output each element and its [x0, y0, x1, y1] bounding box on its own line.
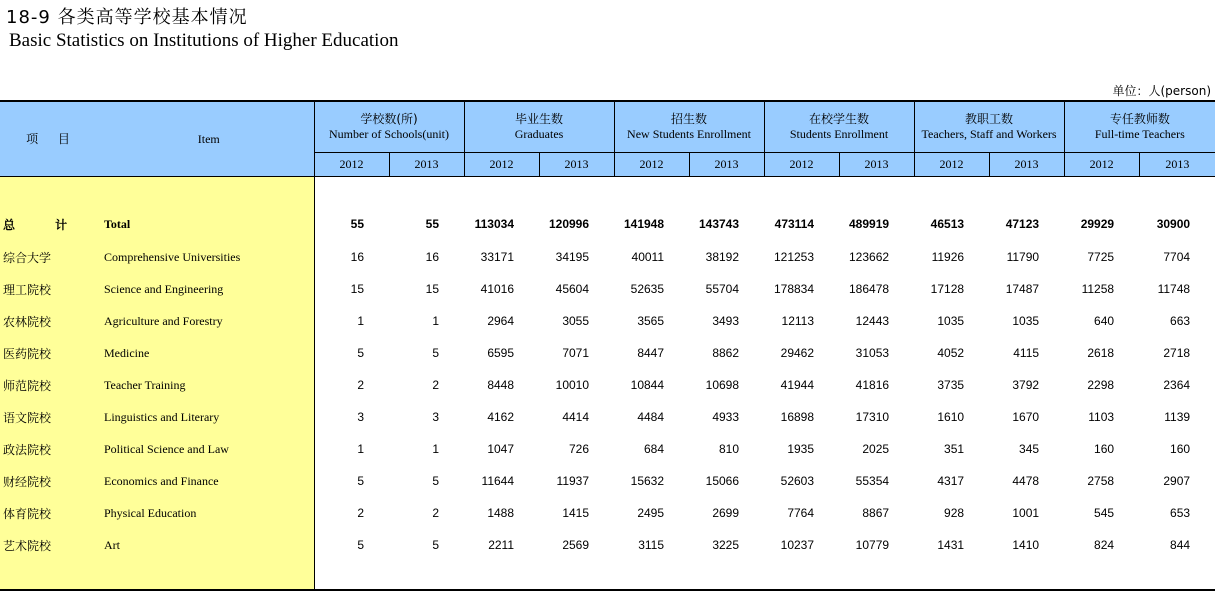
table-cell: 2364	[1163, 378, 1191, 392]
year-header-2012: 2012	[314, 153, 389, 177]
table-cell: 824	[1094, 538, 1115, 552]
table-cell: 7725	[1087, 250, 1115, 264]
table-cell: 1488	[487, 506, 515, 520]
table-cell: 640	[1094, 314, 1115, 328]
row-label-en: Comprehensive Universities	[104, 241, 314, 273]
table-cell: 3565	[637, 314, 665, 328]
table-cell: 3	[357, 410, 364, 424]
item-header-en: Item	[104, 101, 314, 177]
table-cell: 2	[357, 378, 364, 392]
table-cell: 16	[425, 250, 440, 264]
table-cell: 15066	[705, 474, 740, 488]
year-header-2013: 2013	[539, 153, 614, 177]
table-cell: 5	[357, 538, 364, 552]
page-title-cn: 18-9 各类高等学校基本情况	[6, 7, 248, 28]
row-label-en: Medicine	[104, 337, 314, 369]
table-cell: 5	[432, 538, 440, 552]
group-header-new-students: 招生数 New Students Enrollment	[614, 101, 764, 153]
table-cell: 1	[357, 442, 364, 456]
table-cell: 16	[350, 250, 364, 264]
table-cell: 55354	[855, 474, 890, 488]
row-label-en: Economics and Finance	[104, 465, 314, 497]
table-cell: 684	[643, 442, 665, 456]
table-cell: 5	[432, 474, 440, 488]
table-cell: 2298	[1087, 378, 1115, 392]
table-cell: 52603	[780, 474, 815, 488]
table-cell: 2495	[637, 506, 665, 520]
table-cell: 17310	[855, 410, 890, 424]
year-header-2012: 2012	[1064, 153, 1139, 177]
table-cell: 34195	[555, 250, 590, 264]
table-cell: 1035	[937, 314, 965, 328]
table-cell: 55704	[705, 282, 740, 296]
table-cell: 45604	[555, 282, 590, 296]
table-cell: 1	[432, 314, 440, 328]
table-cell: 4115	[1013, 346, 1040, 360]
table-cell: 47123	[1005, 217, 1040, 231]
table-row	[0, 497, 1215, 529]
table-cell: 4933	[712, 410, 740, 424]
table-cell: 726	[568, 442, 590, 456]
table-cell: 1410	[1012, 538, 1040, 552]
row-label-cn: 总 计	[0, 207, 104, 241]
year-header-2013: 2013	[1139, 153, 1215, 177]
group-header-staff: 教职工数 Teachers, Staff and Workers	[914, 101, 1064, 153]
table-cell: 141948	[623, 217, 665, 231]
row-label-en: Physical Education	[104, 497, 314, 529]
table-cell: 160	[1170, 442, 1191, 456]
total-row	[0, 207, 1215, 241]
table-cell: 123662	[849, 250, 890, 264]
table-cell: 41016	[480, 282, 515, 296]
group-header-schools: 学校数(所) Number of Schools(unit)	[314, 101, 464, 153]
table-cell: 17487	[1005, 282, 1040, 296]
table-cell: 1	[357, 314, 364, 328]
table-cell: 4162	[487, 410, 515, 424]
table-cell: 2569	[562, 538, 590, 552]
table-cell: 6595	[487, 346, 515, 360]
row-label-en: Political Science and Law	[104, 433, 314, 465]
table-cell: 4317	[937, 474, 965, 488]
table-cell: 2964	[487, 314, 515, 328]
table-cell: 160	[1094, 442, 1115, 456]
year-header-2013: 2013	[839, 153, 914, 177]
table-cell: 663	[1170, 314, 1191, 328]
table-cell: 3792	[1012, 378, 1040, 392]
table-cell: 38192	[705, 250, 740, 264]
table-cell: 1670	[1012, 410, 1040, 424]
table-cell: 5	[357, 346, 364, 360]
row-label-en: Science and Engineering	[104, 273, 314, 305]
table-cell: 121253	[773, 250, 815, 264]
table-cell: 10779	[855, 538, 890, 552]
table-cell: 31053	[855, 346, 890, 360]
year-header-2013: 2013	[389, 153, 464, 177]
table-cell: 29462	[780, 346, 815, 360]
table-cell: 15	[350, 282, 364, 296]
row-label-cn: 体育院校	[0, 497, 104, 529]
row-label-en: Agriculture and Forestry	[104, 305, 314, 337]
table-cell: 7071	[562, 346, 590, 360]
row-label-cn: 理工院校	[0, 273, 104, 305]
table-cell: 30900	[1156, 217, 1191, 231]
year-header-2012: 2012	[464, 153, 539, 177]
table-cell: 186478	[849, 282, 890, 296]
table-row	[0, 305, 1215, 337]
row-label-en: Linguistics and Literary	[104, 401, 314, 433]
table-cell: 4478	[1012, 474, 1040, 488]
table-cell: 3225	[712, 538, 740, 552]
row-label-cn: 综合大学	[0, 241, 104, 273]
table-cell: 5	[357, 474, 364, 488]
table-cell: 15632	[630, 474, 665, 488]
row-label-cn: 师范院校	[0, 369, 104, 401]
table-cell: 3115	[638, 538, 665, 552]
row-label-cn: 艺术院校	[0, 529, 104, 561]
table-cell: 11644	[481, 474, 515, 488]
table-cell: 2	[357, 506, 364, 520]
table-cell: 5	[432, 346, 440, 360]
year-header-2013: 2013	[689, 153, 764, 177]
spacer-row	[0, 561, 1215, 591]
row-label-cn: 政法院校	[0, 433, 104, 465]
row-label-cn: 语文院校	[0, 401, 104, 433]
table-cell: 1	[432, 442, 440, 456]
table-cell: 1103	[1088, 410, 1115, 424]
table-cell: 3493	[712, 314, 740, 328]
bottom-rule	[0, 589, 1215, 591]
table-cell: 1415	[562, 506, 590, 520]
table-row	[0, 465, 1215, 497]
table-cell: 928	[944, 506, 965, 520]
row-label-en: Art	[104, 529, 314, 561]
table-cell: 4052	[937, 346, 965, 360]
table-row	[0, 241, 1215, 273]
table-cell: 55	[350, 217, 364, 231]
table-cell: 29929	[1080, 217, 1115, 231]
table-cell: 113034	[474, 217, 515, 231]
table-cell: 11937	[556, 474, 590, 488]
table-row	[0, 401, 1215, 433]
table-cell: 8862	[712, 346, 740, 360]
table-cell: 143743	[698, 217, 740, 231]
table-cell: 17128	[930, 282, 965, 296]
table-row	[0, 337, 1215, 369]
table-cell: 7704	[1163, 250, 1191, 264]
group-header-graduates: 毕业生数 Graduates	[464, 101, 614, 153]
table-cell: 1610	[937, 410, 965, 424]
table-cell: 12113	[781, 314, 815, 328]
item-header-cn: 项 目	[0, 101, 104, 177]
table-cell: 3055	[562, 314, 590, 328]
table-cell: 41944	[780, 378, 815, 392]
table-cell: 2025	[862, 442, 890, 456]
table-cell: 40011	[631, 250, 665, 264]
table-cell: 8448	[487, 378, 515, 392]
row-label-cn: 医药院校	[0, 337, 104, 369]
group-header-enrollment: 在校学生数 Students Enrollment	[764, 101, 914, 153]
table-cell: 120996	[548, 217, 590, 231]
table-cell: 345	[1019, 442, 1040, 456]
table-row	[0, 369, 1215, 401]
table-cell: 178834	[773, 282, 815, 296]
table-row	[0, 273, 1215, 305]
unit-label: 单位：人(person)	[1112, 84, 1211, 98]
table-cell: 653	[1170, 506, 1191, 520]
table-cell: 10010	[555, 378, 590, 392]
table-cell: 2907	[1163, 474, 1191, 488]
table-cell: 55	[425, 217, 440, 231]
table-cell: 4414	[562, 410, 590, 424]
table-cell: 10698	[705, 378, 740, 392]
table-cell: 1431	[937, 538, 965, 552]
table-cell: 15	[425, 282, 440, 296]
table-cell: 2	[432, 506, 440, 520]
year-header-2012: 2012	[914, 153, 989, 177]
table-cell: 7764	[787, 506, 815, 520]
table-cell: 10237	[780, 538, 815, 552]
page-title-en: Basic Statistics on Institutions of Higher Education	[9, 30, 399, 51]
year-header-2013: 2013	[989, 153, 1064, 177]
table-cell: 2758	[1087, 474, 1115, 488]
table-cell: 545	[1094, 506, 1115, 520]
table-body	[0, 177, 1215, 592]
spacer-row	[0, 177, 1215, 208]
table-cell: 473114	[774, 217, 815, 231]
table-cell: 10844	[630, 378, 665, 392]
table-cell: 3	[432, 410, 440, 424]
table-cell: 1001	[1012, 506, 1040, 520]
table-cell: 11926	[931, 250, 965, 264]
table-cell: 46513	[930, 217, 965, 231]
table-cell: 2699	[712, 506, 740, 520]
table-cell: 11790	[1006, 250, 1040, 264]
table-cell: 844	[1170, 538, 1191, 552]
table-cell: 1935	[787, 442, 815, 456]
table-cell: 12443	[855, 314, 890, 328]
table-cell: 1035	[1012, 314, 1040, 328]
row-label-en: Teacher Training	[104, 369, 314, 401]
table-cell: 8867	[862, 506, 890, 520]
table-cell: 4484	[637, 410, 665, 424]
table-cell: 3735	[937, 378, 965, 392]
table-row	[0, 529, 1215, 561]
statistics-table	[0, 100, 1215, 591]
row-label-cn: 财经院校	[0, 465, 104, 497]
table-cell: 810	[719, 442, 740, 456]
table-cell: 2618	[1087, 346, 1115, 360]
year-header-2012: 2012	[614, 153, 689, 177]
year-header-2012: 2012	[764, 153, 839, 177]
table-cell: 16898	[780, 410, 815, 424]
table-cell: 489919	[849, 217, 890, 231]
table-cell: 8447	[637, 346, 665, 360]
row-label-en: Total	[104, 207, 314, 241]
table-cell: 52635	[630, 282, 665, 296]
table-cell: 2211	[488, 538, 515, 552]
table-cell: 33171	[480, 250, 515, 264]
table-cell: 41816	[855, 378, 890, 392]
table-cell: 1047	[487, 442, 515, 456]
table-row	[0, 433, 1215, 465]
row-label-cn: 农林院校	[0, 305, 104, 337]
group-header-fulltime-teachers: 专任教师数 Full-time Teachers	[1064, 101, 1215, 153]
table-cell: 351	[944, 442, 965, 456]
table-cell: 2	[432, 378, 440, 392]
table-cell: 11258	[1081, 282, 1115, 296]
table-cell: 11748	[1157, 282, 1191, 296]
table-cell: 1139	[1164, 410, 1191, 424]
table-cell: 2718	[1163, 346, 1191, 360]
